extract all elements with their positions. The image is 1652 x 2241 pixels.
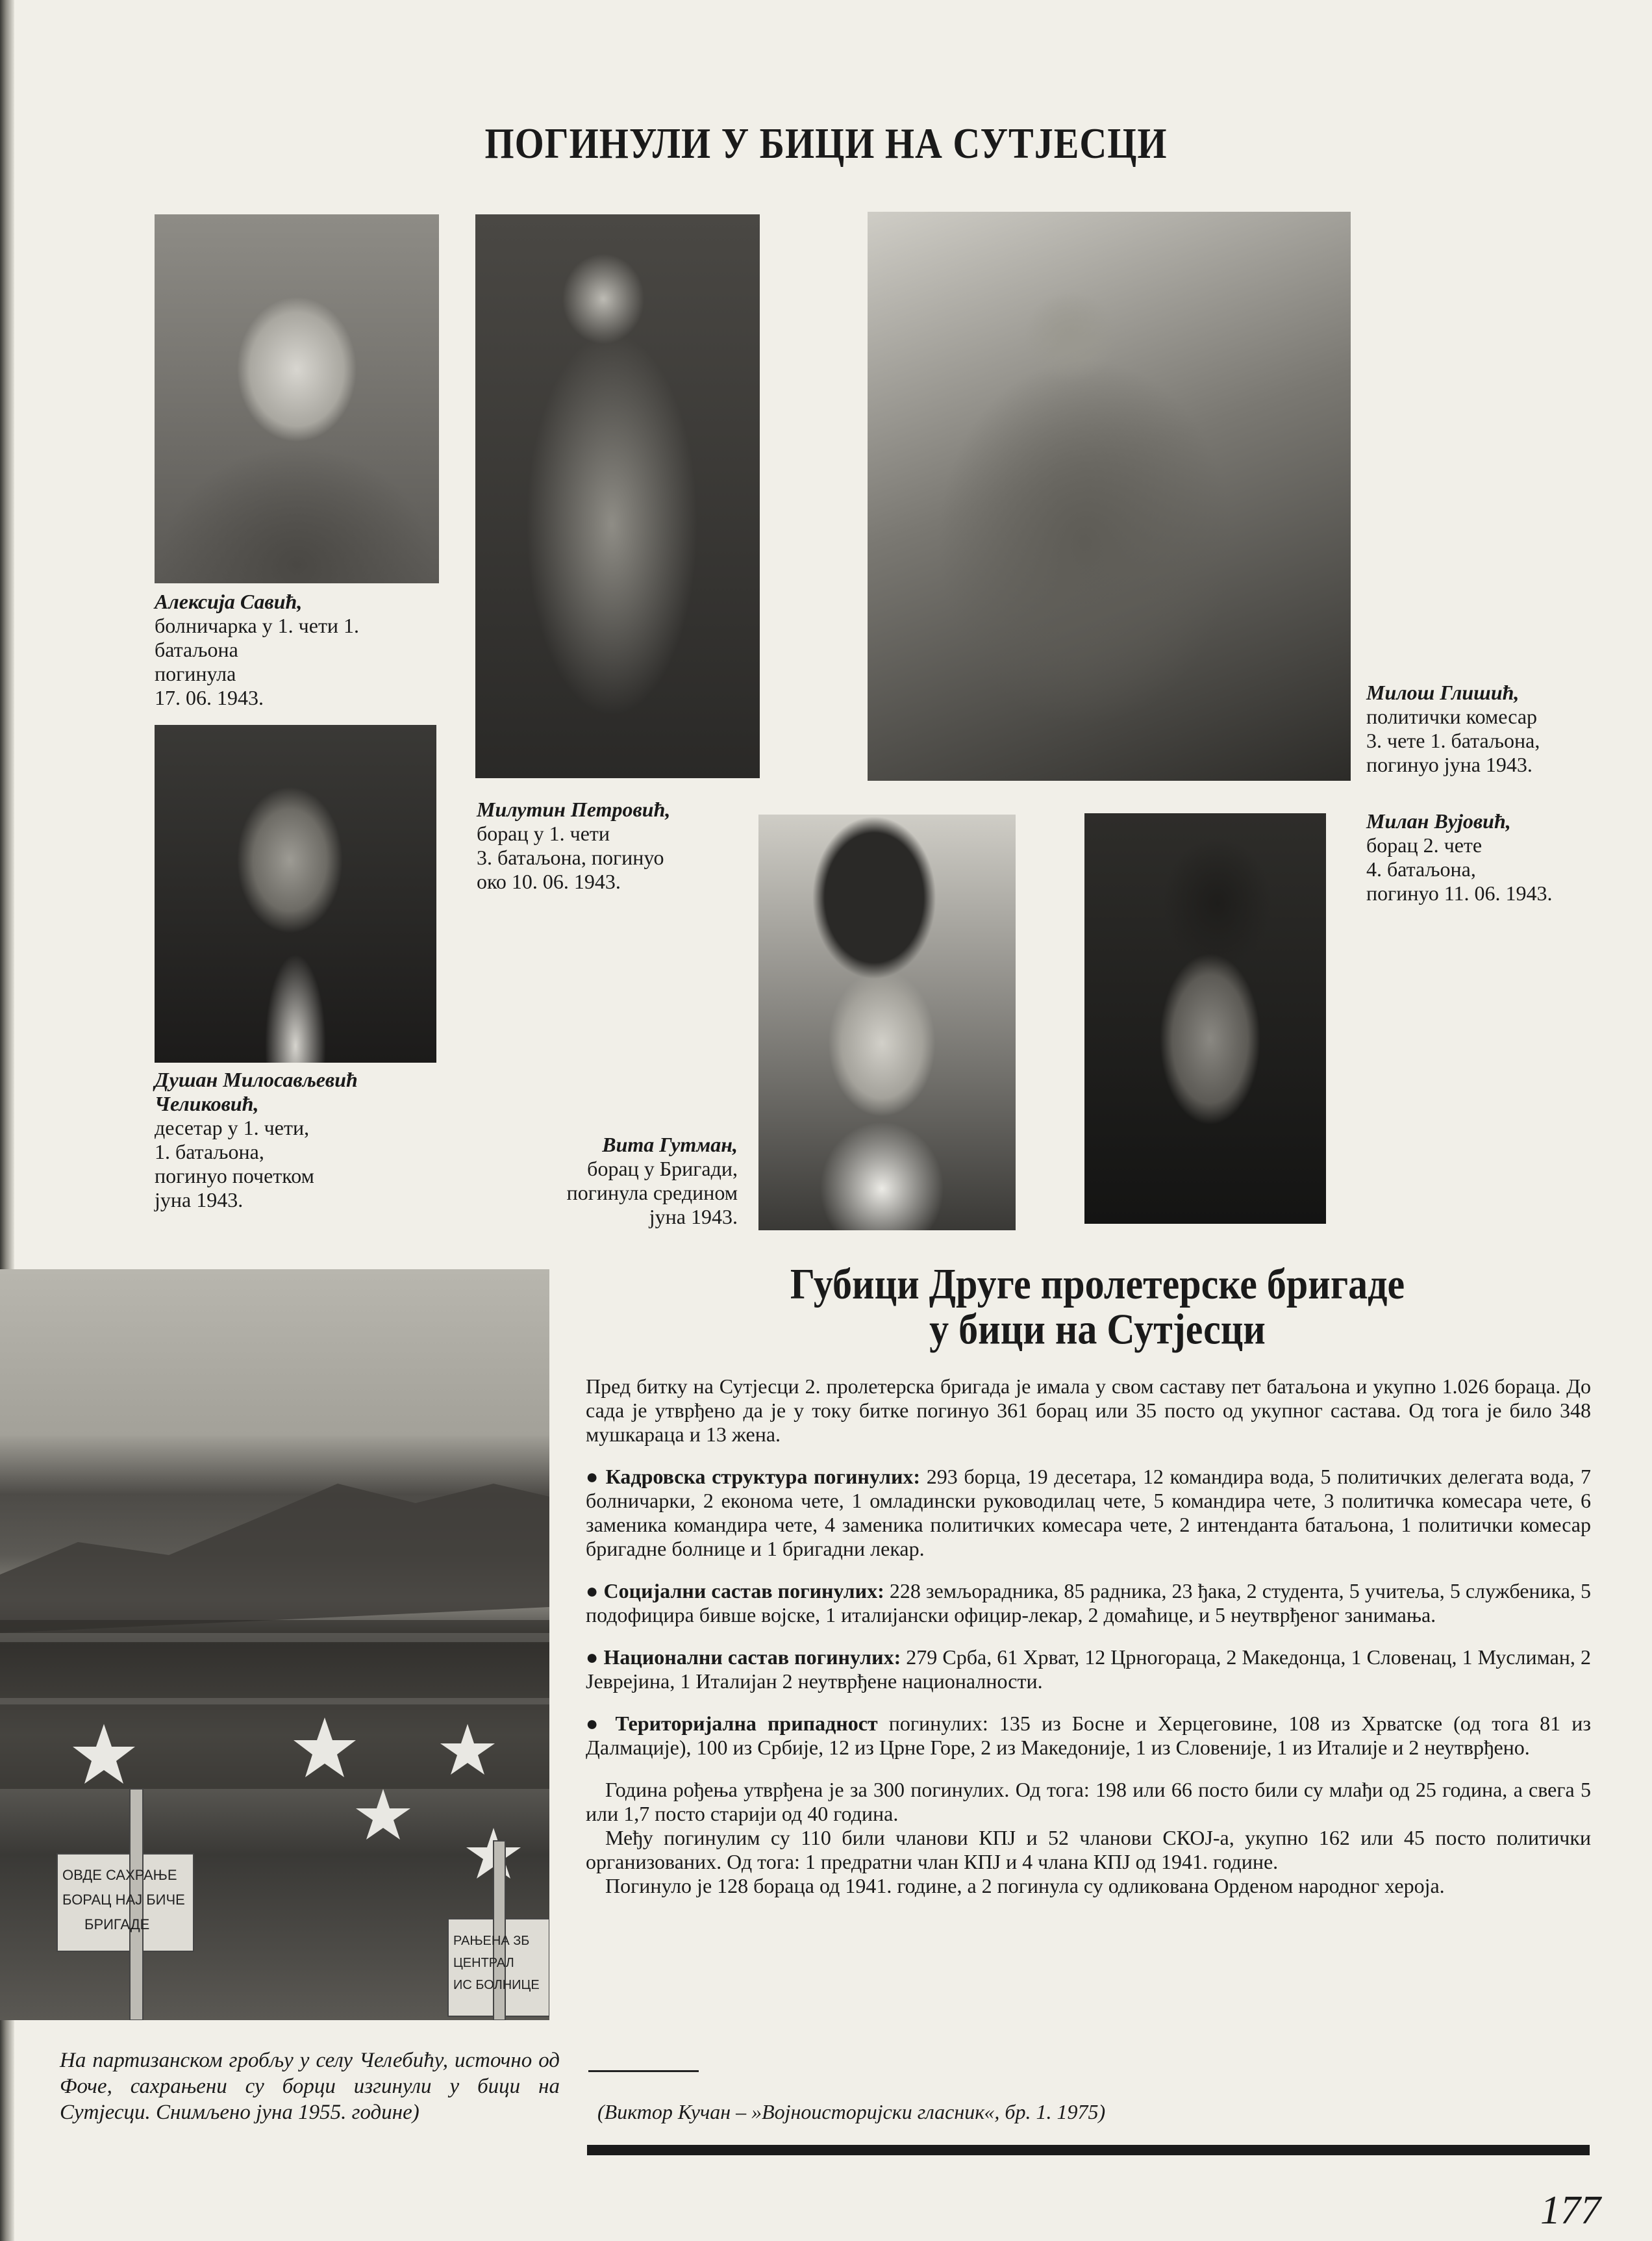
article-body (586, 1374, 1591, 1898)
article-bullet (586, 1712, 1591, 1760)
bullet-label: Кадровска структура погинулих: (605, 1465, 921, 1488)
caption-line: око 10. 06. 1943. (477, 870, 621, 893)
article-title-line2: у бици на Сутјесци (929, 1305, 1266, 1354)
article-paragraph: Година рођења утврђена је за 300 погинулих. Од тога: 198 или 66 посто били су млађи од 25 година, а свега 5 или 1,7 посто старији од 40 година. (586, 1778, 1591, 1825)
photo-vita-gutman (758, 815, 1016, 1230)
caption-line: погинуо јуна 1943. (1366, 753, 1533, 776)
person-name: Вита Гутман, (602, 1133, 738, 1156)
caption-line: политички комесар (1366, 705, 1538, 728)
grave-sign-text: ИС БОЛНИЦЕ (453, 1978, 540, 1992)
photo-milutin-petrovic (475, 214, 760, 778)
caption-milan-vujovic (1366, 809, 1639, 905)
article-title-line1: Губици Друге пролетерске бригаде (790, 1260, 1405, 1308)
caption-milos-glisic (1366, 681, 1639, 777)
caption-line: 4. батаљона, (1366, 857, 1476, 881)
grave-sign-text: БРИГАДЕ (84, 1916, 150, 1932)
article-paragraph: Међу погинулим су 110 били чланови КПЈ и 52 чланови СКОЈ-а, укупно 162 или 45 посто политички организованих. Од тога: 1 предратни члан КПЈ и 4 члана КПЈ од 1941. године. (586, 1826, 1591, 1873)
caption-line: погинуо 11. 06. 1943. (1366, 881, 1553, 905)
person-name: Душан Милосављевић (155, 1068, 358, 1091)
person-name-second-line: Челиковић, (155, 1092, 259, 1115)
photo-milan-vujovic (1084, 813, 1326, 1224)
bullet-icon: ● (586, 1579, 599, 1602)
caption-line: десетар у 1. чети, (155, 1116, 310, 1139)
caption-line: батаљона (155, 638, 238, 661)
caption-vita-gutman (494, 1133, 738, 1229)
person-name: Милан Вујовић, (1366, 809, 1511, 833)
page-title: ПОГИНУЛИ У БИЦИ НА СУТЈЕСЦИ (484, 119, 1168, 168)
person-name: Милутин Петровић, (477, 798, 671, 821)
caption-aleksija-savic (155, 590, 453, 710)
caption-line: 3. чете 1. батаљона, (1366, 729, 1540, 752)
caption-line: 1. батаљона, (155, 1140, 264, 1163)
grave-sign-text: РАЊЕНА ЗБ (453, 1934, 530, 1948)
article-source: (Виктор Кучан – »Војноисторијски гласник«, бр. 1. 1975) (597, 2100, 1106, 2123)
person-name: Милош Глишић, (1366, 681, 1520, 704)
bullet-icon: ● (586, 1465, 599, 1488)
bullet-label: Социјални састав погинулих: (603, 1579, 884, 1602)
photo-dusan-milosavljevic (155, 725, 436, 1063)
caption-line: борац 2. чете (1366, 833, 1483, 857)
caption-line: 3. батаљона, погинуо (477, 846, 664, 869)
bullet-text: 293 борца, 19 десетара, 12 командира вода, 5 политичких делегата вода, 7 болничарки, 2 економа чете, 1 омладински руководилац чете, 5 командира чете, 3 политичка комесара чете, 6 заменика командира чете, 4 заменика политичких комесара чете, 2 интенданта батаљона, 1 политички комесар бригадне болнице и 1 бригадни лекар. (586, 1465, 1591, 1560)
caption-line: борац у Бригади, (587, 1157, 738, 1180)
bullet-text: 279 Срба, 61 Хрват, 12 Црногораца, 2 Македонца, 1 Словенац, 1 Муслиман, 2 Јеврејина, 1 Италијан 2 неутврђене националности. (586, 1645, 1592, 1693)
caption-line: 17. 06. 1943. (155, 686, 264, 709)
grave-sign-text: БОРАЦ НАЈ БИЧЕ (62, 1892, 185, 1908)
bullet-text: 228 земљорадника, 85 радника, 23 ђака, 2 студента, 5 учитеља, 5 службеника, 5 подофицира бивше војске, 1 италијански официр-лекар, 2 домаћице, и 5 неутврђеног занимања. (586, 1579, 1592, 1627)
article-intro: Пред битку на Сутјесци 2. пролетерска бригада је имала у свом саставу пет батаљона и укупно 1.026 бораца. До сада је утврђено да је у току битке погинуо 361 борац или 35 посто од укупног састава. Од тога је било 348 мушкараца и 13 жена. (586, 1374, 1591, 1446)
person-name: Алексија Савић, (155, 590, 303, 613)
bullet-text: погинулих: 135 из Босне и Херцеговине, 108 из Хрватске (од тога 81 из Далмације), 100 из Србије, 12 из Црне Горе, 2 из Македоније, 1 из Словеније, 1 из Италије и 2 неутврђено. (586, 1712, 1591, 1759)
bottom-rule (587, 2145, 1590, 2155)
article-paragraph: Погинуло је 128 бораца од 1941. године, а 2 погинула су одликована Орденом народног хероја. (605, 1874, 1445, 1897)
photo-milos-glisic (868, 212, 1351, 781)
caption-line: погинуо почетком (155, 1164, 314, 1187)
caption-dusan-milosavljevic (155, 1068, 453, 1212)
bullet-icon: ● (586, 1712, 605, 1735)
bullet-label: Територијална припадност (615, 1712, 878, 1735)
caption-milutin-petrovic (477, 798, 749, 894)
caption-line: борац у 1. чети (477, 822, 610, 845)
photo-cemetery (0, 1269, 549, 2020)
page-number: 177 (1540, 2188, 1601, 2233)
grave-sign-text: ОВДЕ САХРАЊЕ (62, 1867, 177, 1883)
source-divider (588, 2070, 699, 2072)
article-title (649, 1261, 1546, 1352)
bullet-icon: ● (586, 1645, 599, 1669)
caption-line: погинула средином (566, 1181, 738, 1204)
article-bullet (586, 1645, 1591, 1693)
cemetery-illustration (0, 1269, 549, 2020)
caption-line: јуна 1943. (155, 1188, 244, 1211)
photo-aleksija-savic (155, 214, 439, 583)
grave-sign-text: ЦЕНТРАЛ (453, 1956, 514, 1970)
article-bullet (586, 1579, 1591, 1627)
caption-line: погинула (155, 662, 236, 685)
article-bullet (586, 1465, 1591, 1561)
caption-line: јуна 1943. (649, 1205, 738, 1228)
cemetery-caption: На партизанском гробљу у селу Челебићу, источно од Фоче, сахрањени су борци изгинули у бици на Сутјесци. Снимљено јуна 1955. године) (60, 2049, 560, 2124)
caption-line: болничарка у 1. чети 1. (155, 614, 360, 637)
bullet-label: Национални састав погинулих: (603, 1645, 901, 1669)
